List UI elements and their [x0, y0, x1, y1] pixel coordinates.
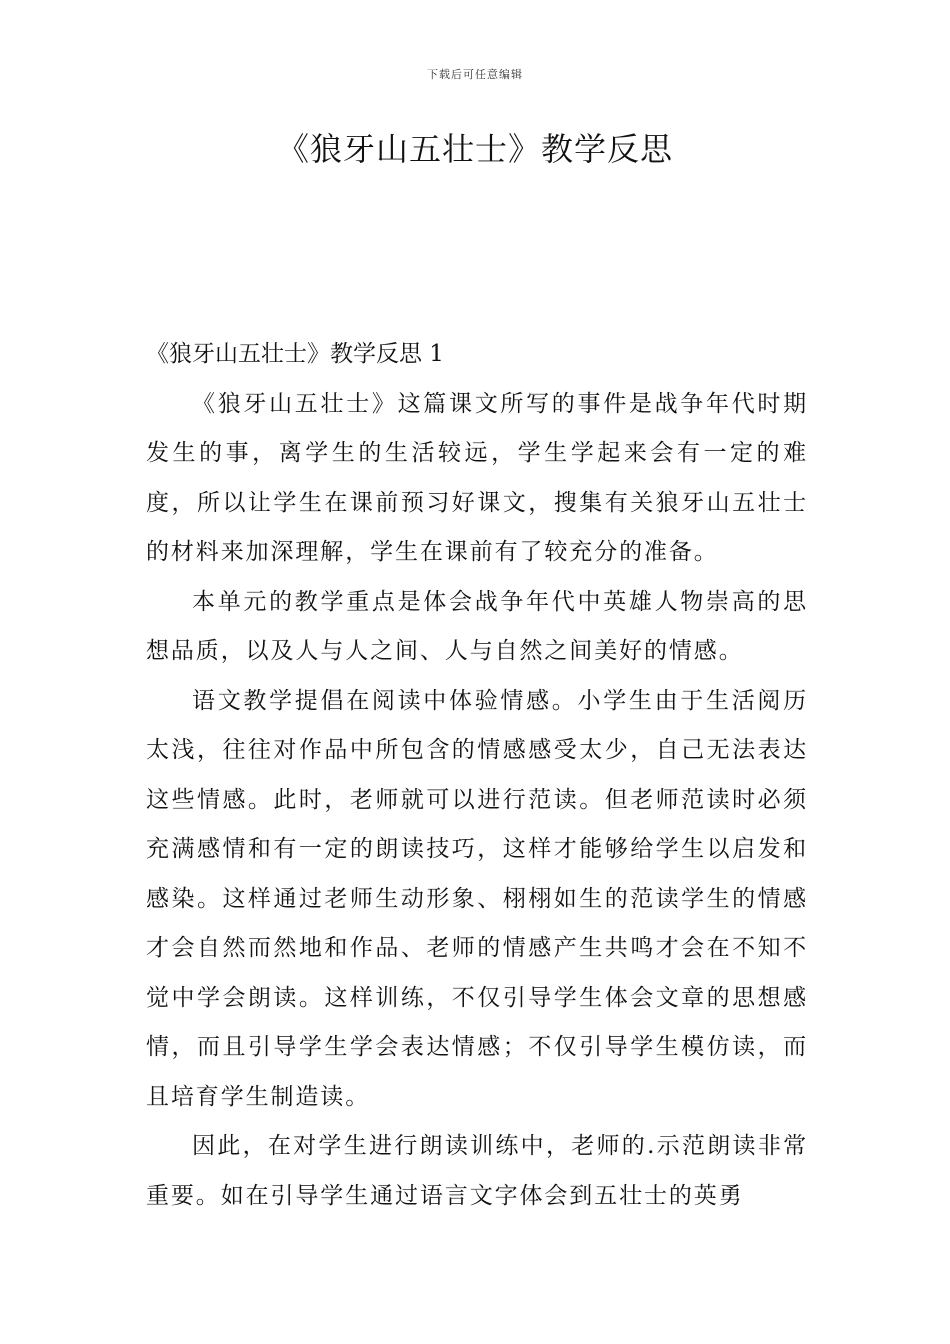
paragraph-4: 因此，在对学生进行朗读训练中，老师的.示范朗读非常重要。如在引导学生通过语言文字体会到五壮士的英勇: [146, 1133, 808, 1209]
section-heading: 《狼牙山五壮士》教学反思 1: [146, 341, 444, 367]
paragraph-2: 本单元的教学重点是体会战争年代中英雄人物崇高的思想品质，以及人与人之间、人与自然之间美好的情感。: [146, 588, 808, 664]
header-note: 下载后可任意编辑: [427, 68, 523, 81]
paragraph-1: 《狼牙山五壮士》这篇课文所写的事件是战争年代时期发生的事，离学生的生活较远，学生学起来会有一定的难度，所以让学生在课前预习好课文，搜集有关狼牙山五壮士的材料来加深理解，学生在课前有了较充分的准备。: [146, 390, 808, 565]
document-title: 《狼牙山五壮士》教学反思: [276, 130, 673, 168]
document-body: [146, 330, 808, 1221]
paragraph-3: 语文教学提倡在阅读中体验情感。小学生由于生活阅历太浅，往往对作品中所包含的情感感受太少，自己无法表达这些情感。此时，老师就可以进行范读。但老师范读时必须充满感情和有一定的朗读技巧，这样才能够给学生以启发和感染。这样通过老师生动形象、栩栩如生的范读学生的情感才会自然而然地和作品、老师的情感产生共鸣才会在不知不觉中学会朗读。这样训练，不仅引导学生体会文章的思想感情，而且引导学生学会表达情感；不仅引导学生模仿读，而且培育学生制造读。: [146, 687, 808, 1110]
